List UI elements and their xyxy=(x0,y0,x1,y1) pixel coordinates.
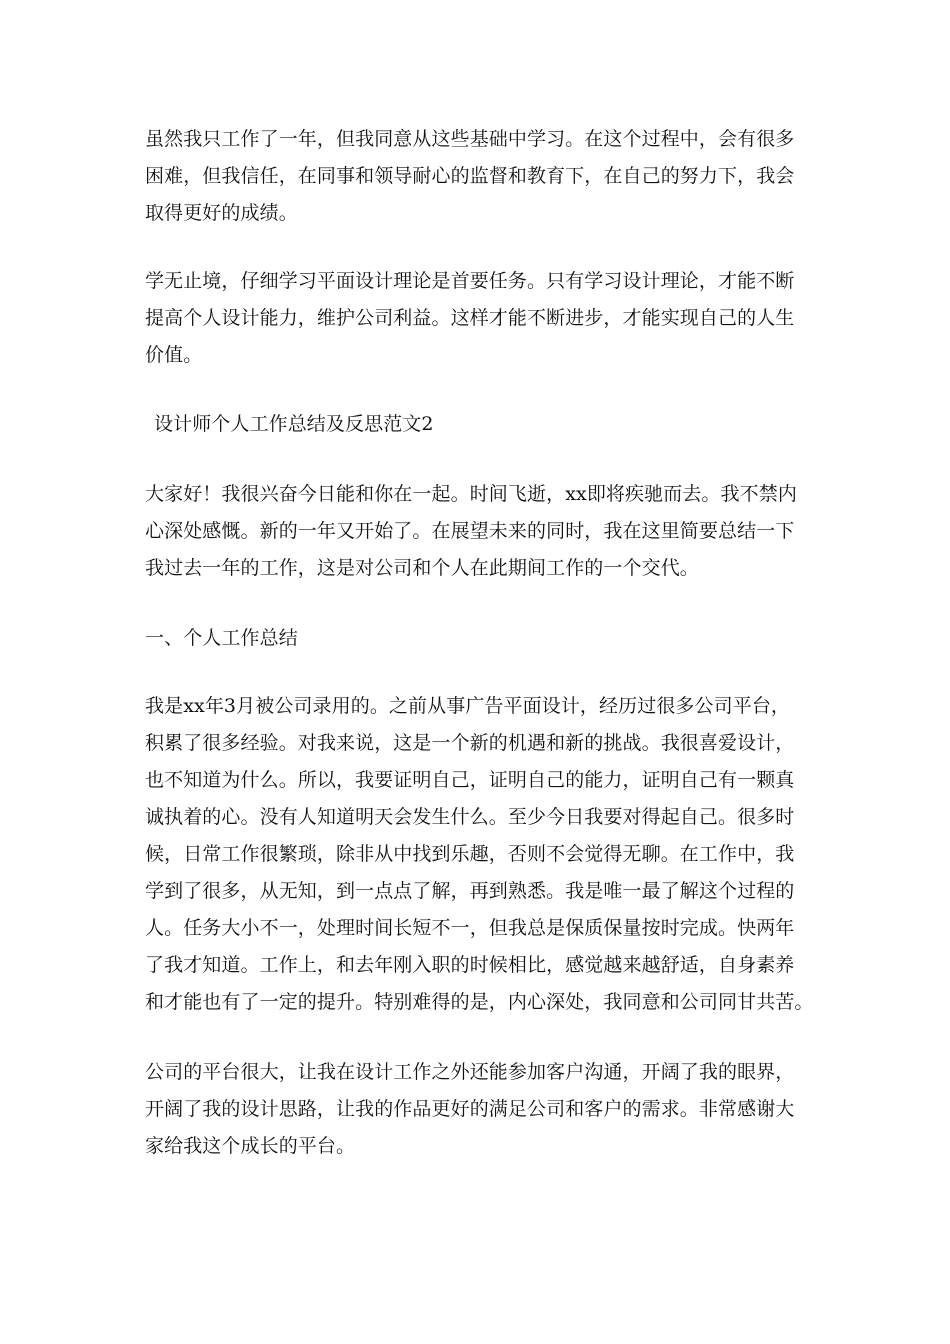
paragraph-1-line-2: 困难，但我信任，在同事和领导耐心的监督和教育下，在自己的努力下，我会 xyxy=(145,165,795,187)
paragraph-3-line-1: 大家好！我很兴奋今日能和你在一起。时间飞逝，xx即将疾驰而去。我不禁内 xyxy=(145,483,797,505)
paragraph-5-line-2: 开阔了我的设计思路，让我的作品更好的满足公司和客户的需求。非常感谢大 xyxy=(145,1098,795,1120)
paragraph-1-line-3: 取得更好的成绩。 xyxy=(145,202,298,224)
paragraph-5-line-1: 公司的平台很大，让我在设计工作之外还能参加客户沟通，开阔了我的眼界， xyxy=(145,1061,795,1083)
paragraph-1-line-1: 虽然我只工作了一年，但我同意从这些基础中学习。在这个过程中，会有很多 xyxy=(145,128,795,150)
paragraph-4-line-6: 学到了很多，从无知，到一点点了解，再到熟悉。我是唯一最了解这个过程的 xyxy=(145,880,795,902)
paragraph-2-line-2: 提高个人设计能力，维护公司利益。这样才能不断进步，才能实现自己的人生 xyxy=(145,307,795,329)
paragraph-4-line-7: 人。任务大小不一，处理时间长短不一，但我总是保质保量按时完成。快两年 xyxy=(145,917,795,939)
paragraph-4-line-8: 了我才知道。工作上，和去年刚入职的时候相比，感觉越来越舒适，自身素养 xyxy=(145,954,795,976)
paragraph-3-line-3: 我过去一年的工作，这是对公司和个人在此期间工作的一个交代。 xyxy=(145,557,699,579)
paragraph-4-line-2: 积累了很多经验。对我来说，这是一个新的机遇和新的挑战。我很喜爱设计， xyxy=(145,732,795,754)
paragraph-4-line-1: 我是xx年3月被公司录用的。之前从事广告平面设计，经历过很多公司平台， xyxy=(145,695,791,717)
paragraph-2-line-3: 价值。 xyxy=(145,344,203,366)
paragraph-4-line-4: 诚执着的心。没有人知道明天会发生什么。至少今日我要对得起自己。很多时 xyxy=(145,806,795,828)
section-heading: 设计师个人工作总结及反思范文2 xyxy=(154,413,434,435)
paragraph-4-line-9: 和才能也有了一定的提升。特别难得的是，内心深处，我同意和公司同甘共苦。 xyxy=(145,991,814,1013)
paragraph-2-line-1: 学无止境，仔细学习平面设计理论是首要任务。只有学习设计理论，才能不断 xyxy=(145,270,795,292)
paragraph-5-line-3: 家给我这个成长的平台。 xyxy=(145,1135,356,1157)
paragraph-4-line-5: 候，日常工作很繁琐，除非从中找到乐趣，否则不会觉得无聊。在工作中，我 xyxy=(145,843,795,865)
paragraph-4-line-3: 也不知道为什么。所以，我要证明自己，证明自己的能力，证明自己有一颗真 xyxy=(145,769,795,791)
paragraph-3-line-2: 心深处感慨。新的一年又开始了。在展望未来的同时，我在这里简要总结一下 xyxy=(145,520,795,542)
subheading-personal-summary: 一、个人工作总结 xyxy=(145,627,298,649)
